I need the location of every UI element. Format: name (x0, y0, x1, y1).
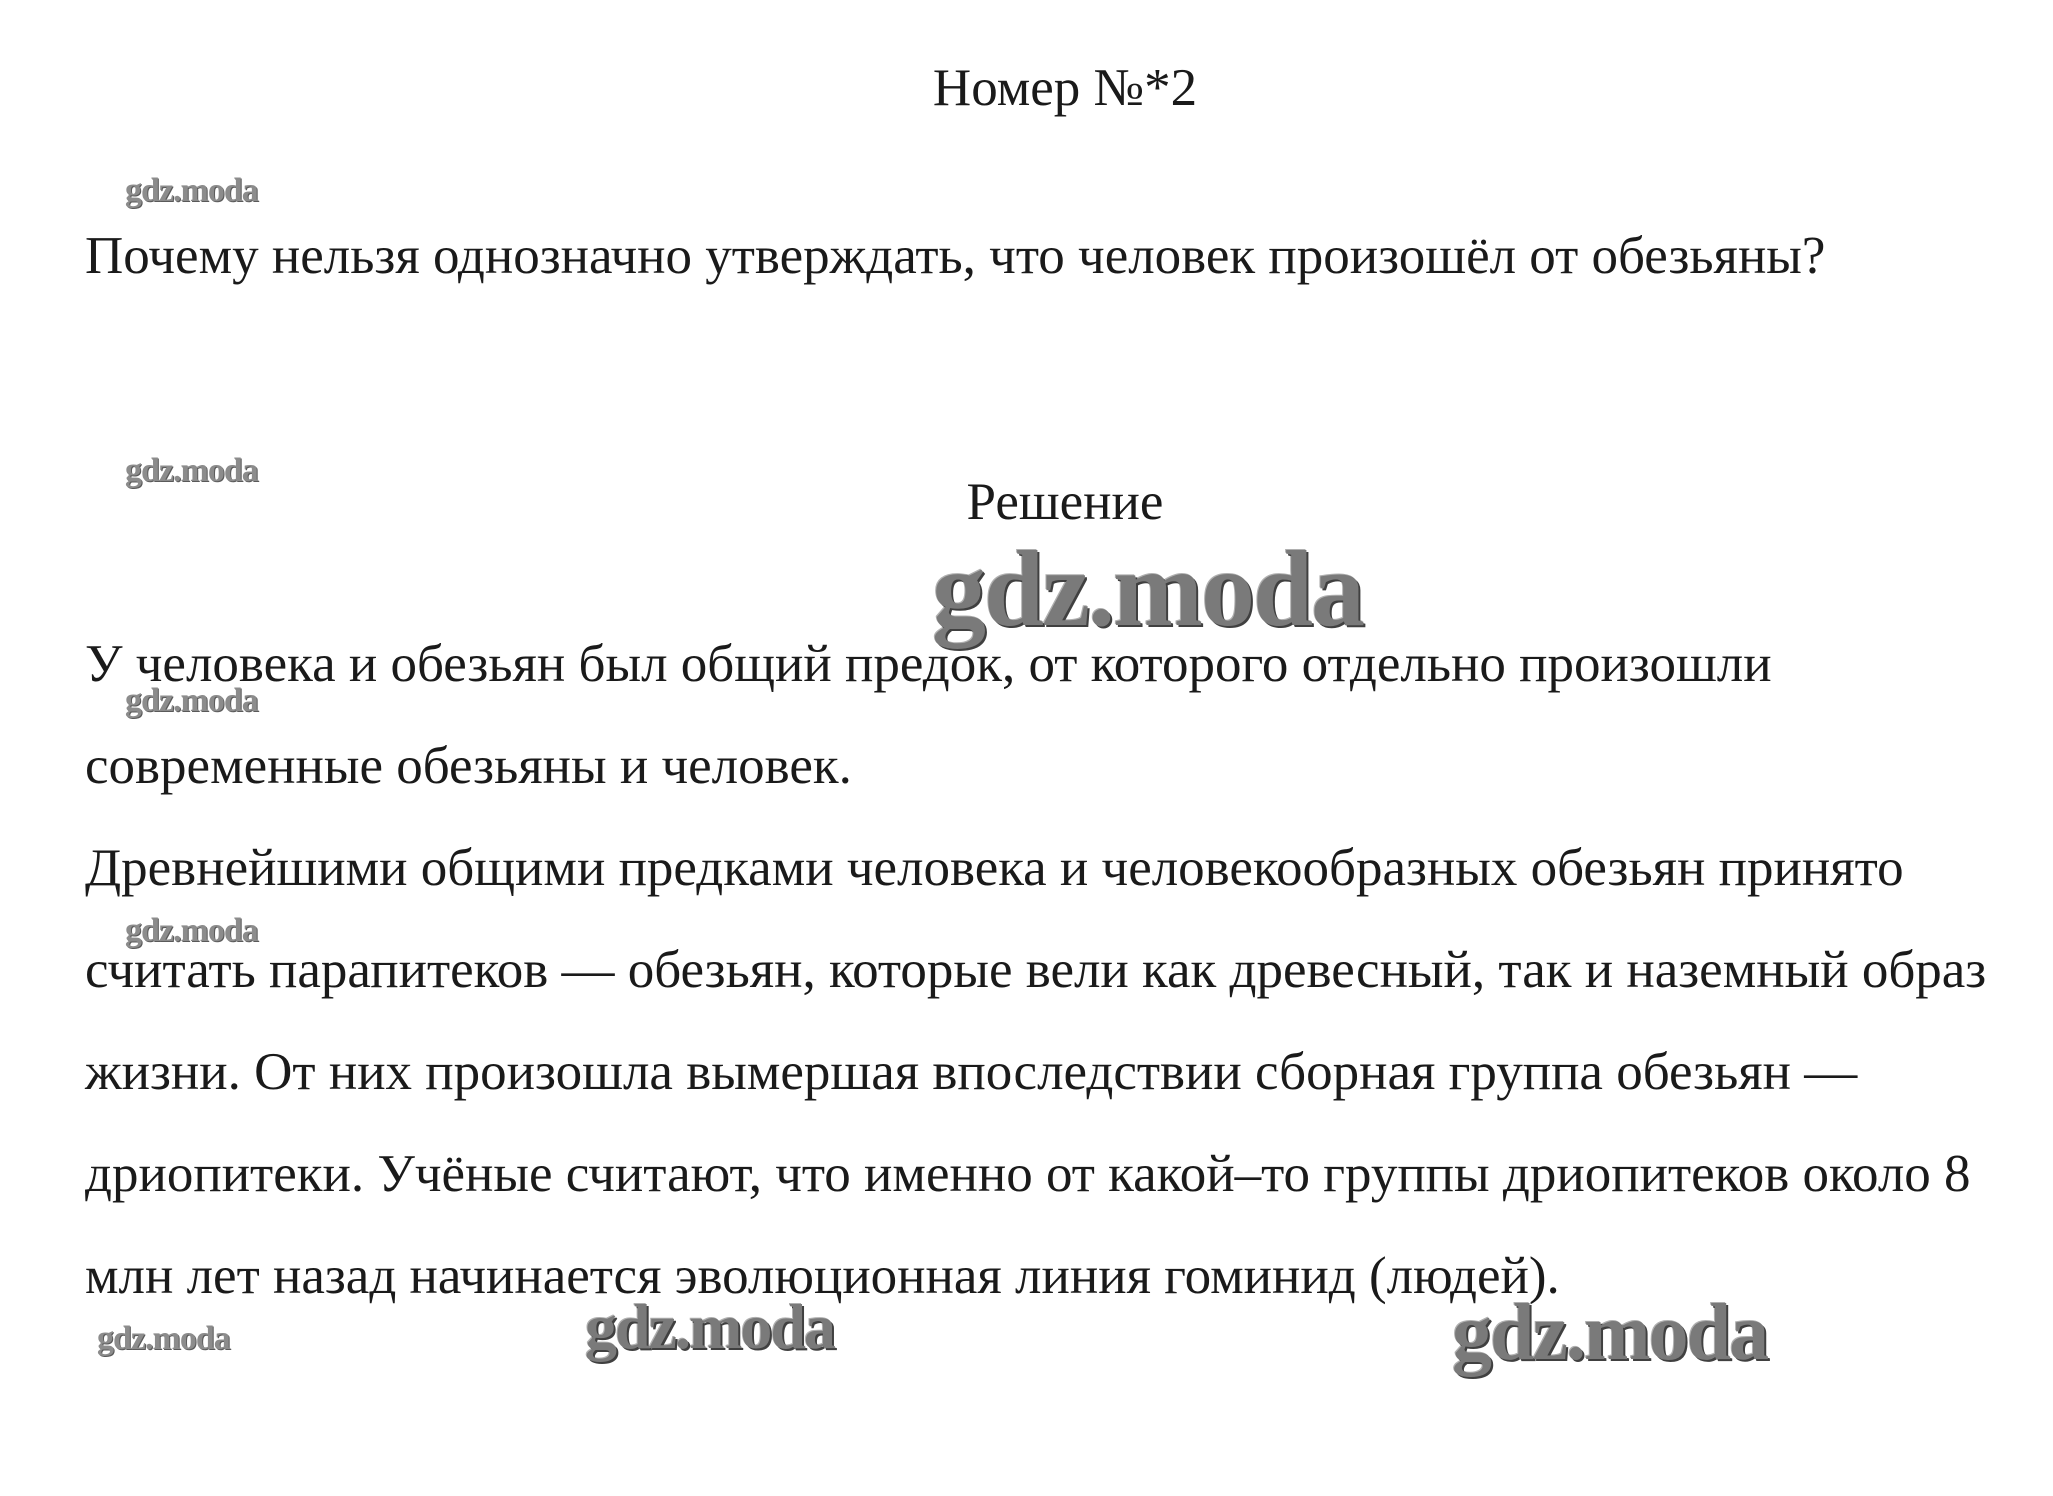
watermark-logo: gdz.moda (125, 172, 258, 209)
watermark-logo: gdz.moda (97, 1320, 230, 1357)
watermark-logo: gdz.moda (585, 1291, 834, 1362)
solution-body (85, 613, 2025, 1327)
watermark-logo: gdz.moda (932, 530, 1364, 649)
solution-paragraph-2: Древнейшими общими предками человека и человекообразных обезьян принято считать парапитеков — обезьян, которые вели как древесный, так и наземный образ жизни. От них произошла вымершая впоследствии сборная группа обезьян — дриопитеки. Учёные считают, что именно от какой–то группы дриопитеков около 8 млн лет назад начинается эволюционная линия гоминид (людей). (85, 839, 1987, 1305)
question-text: Почему нельзя однозначно утверждать, что человек произошёл от обезьяны? (85, 227, 1826, 285)
page-title: Номер №*2 (932, 59, 1198, 117)
watermark-logo: gdz.moda (1452, 1289, 1768, 1377)
solution-paragraph-1: У человека и обезьян был общий предок, от которого отдельно произошли современные обезьяны и человек. (85, 635, 1772, 795)
watermark-logo: gdz.moda (125, 452, 258, 489)
solution-heading: Решение (966, 473, 1164, 531)
watermark-logo: gdz.moda (125, 912, 258, 949)
watermark-logo: gdz.moda (125, 682, 258, 719)
